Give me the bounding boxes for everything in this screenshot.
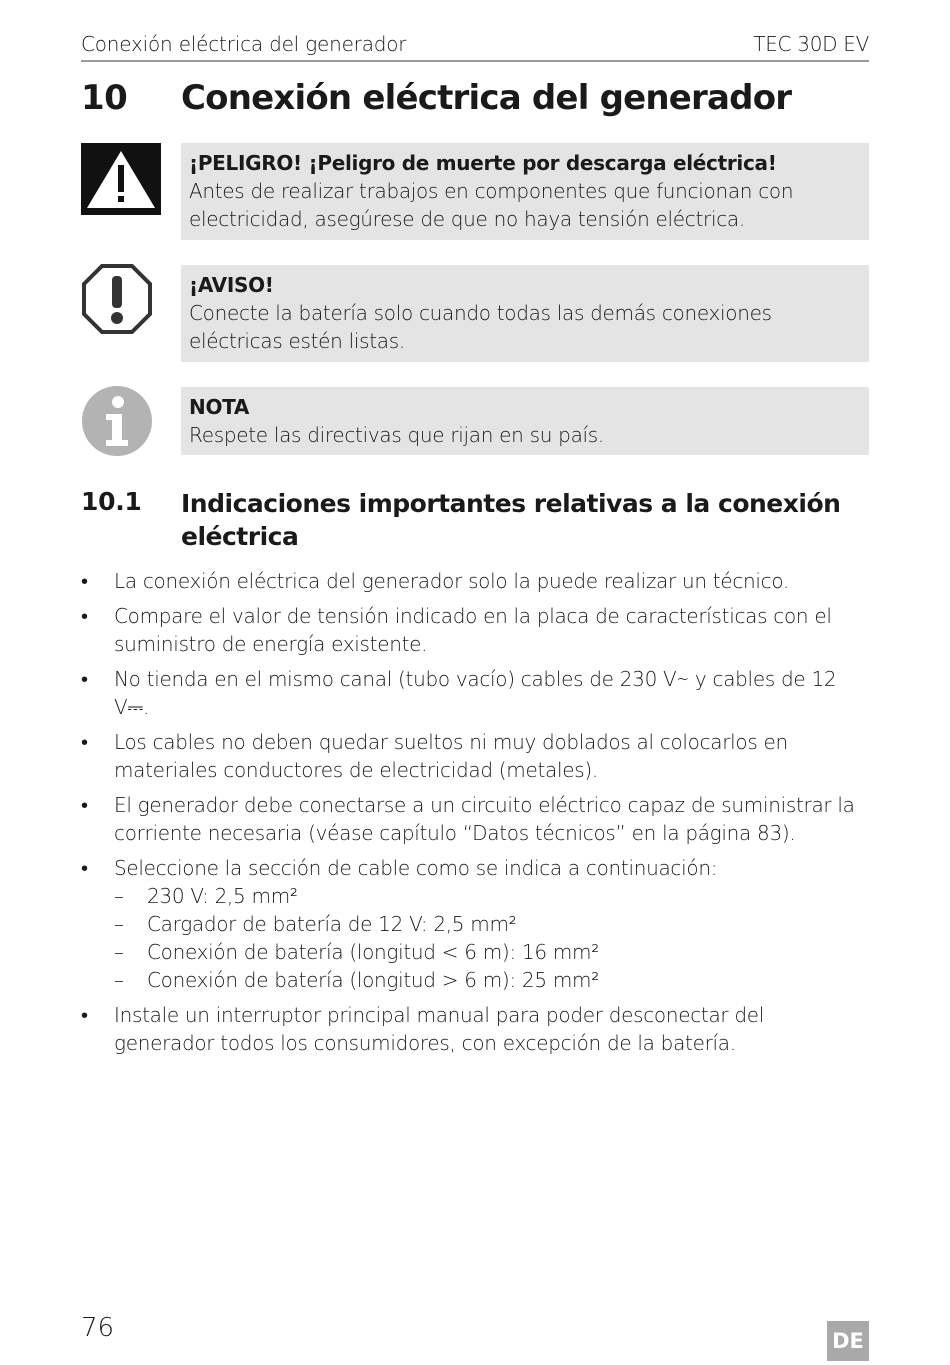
sublist-item — [114, 882, 869, 910]
caution-notice-body: Conecte la batería solo cuando todas las demás conexiones eléctricas estén listas. — [189, 301, 772, 353]
sublist-item-text: Cargador de batería de 12 V: 2,5 mm² — [147, 912, 517, 936]
bullet-marker: • — [81, 604, 88, 628]
caution-notice-title: ¡AVISO! — [189, 273, 274, 297]
section-number: 10.1 — [81, 487, 142, 516]
danger-notice-body: Antes de realizar trabajos en componentes que funcionan con electricidad, asegúrese de que no haya tensión eléctrica. — [189, 179, 794, 231]
list-item-text: La conexión eléctrica del generador solo la puede realizar un técnico. — [114, 569, 789, 593]
danger-notice — [181, 143, 869, 240]
caution-notice — [181, 265, 869, 362]
list-item-text: El generador debe conectarse a un circuito eléctrico capaz de suministrar la corriente necesaria (véase capítulo “Datos técnicos” en la página 83). — [114, 793, 855, 845]
info-circle-icon — [81, 385, 153, 461]
section-title: Indicaciones importantes relativas a la conexión eléctrica — [181, 489, 841, 551]
bullet-marker: • — [81, 667, 88, 691]
bullet-marker: • — [81, 856, 88, 880]
list-item — [81, 791, 869, 847]
bullet-marker: • — [81, 730, 88, 754]
octagon-exclamation-icon — [81, 263, 153, 339]
header-divider — [81, 60, 869, 62]
dash-marker: – — [114, 968, 124, 992]
dash-marker: – — [114, 884, 124, 908]
danger-notice-title: ¡PELIGRO! ¡Peligro de muerte por descarga eléctrica! — [189, 151, 777, 175]
chapter-title: Conexión eléctrica del generador — [181, 78, 792, 118]
list-item-text: Los cables no deben quedar sueltos ni muy doblados al colocarlos en materiales conductores de electricidad (metales). — [114, 730, 788, 782]
bullet-marker: • — [81, 793, 88, 817]
bullet-marker: • — [81, 1003, 88, 1027]
sublist-item — [114, 910, 869, 938]
list-item-text: Seleccione la sección de cable como se indica a continuación: — [114, 856, 718, 880]
sublist-item — [114, 966, 869, 994]
warning-triangle-icon — [81, 143, 161, 219]
sublist-item-text: Conexión de batería (longitud > 6 m): 25 mm² — [147, 968, 599, 992]
sublist-item-text: Conexión de batería (longitud < 6 m): 16 mm² — [147, 940, 599, 964]
cable-section-sublist — [114, 882, 869, 994]
list-item — [81, 1001, 869, 1057]
list-item-text: Compare el valor de tensión indicado en la placa de características con el suministro de energía existente. — [114, 604, 832, 656]
running-header-model: TEC 30D EV — [753, 32, 869, 56]
info-notice-title: NOTA — [189, 395, 250, 419]
list-item — [81, 602, 869, 658]
list-item — [81, 567, 869, 595]
list-item — [81, 665, 869, 721]
dash-marker: – — [114, 940, 124, 964]
page-number: 76 — [81, 1313, 115, 1343]
list-item — [81, 728, 869, 784]
info-notice — [181, 387, 869, 455]
sublist-item-text: 230 V: 2,5 mm² — [147, 884, 298, 908]
running-header-section-title: Conexión eléctrica del generador — [81, 32, 407, 56]
info-notice-body: Respete las directivas que rijan en su país. — [189, 423, 604, 447]
list-item-text: No tienda en el mismo canal (tubo vacío) cables de 230 V∼ y cables de 12 V⎓. — [114, 667, 837, 719]
list-item-text: Instale un interruptor principal manual para poder desconectar del generador todos los consumidores, con excepción de la batería. — [114, 1003, 765, 1055]
sublist-item — [114, 938, 869, 966]
chapter-number: 10 — [81, 78, 128, 118]
instructions-list — [81, 567, 869, 1064]
dash-marker: – — [114, 912, 124, 936]
bullet-marker: • — [81, 569, 88, 593]
language-badge: DE — [827, 1321, 869, 1361]
list-item — [81, 854, 869, 994]
